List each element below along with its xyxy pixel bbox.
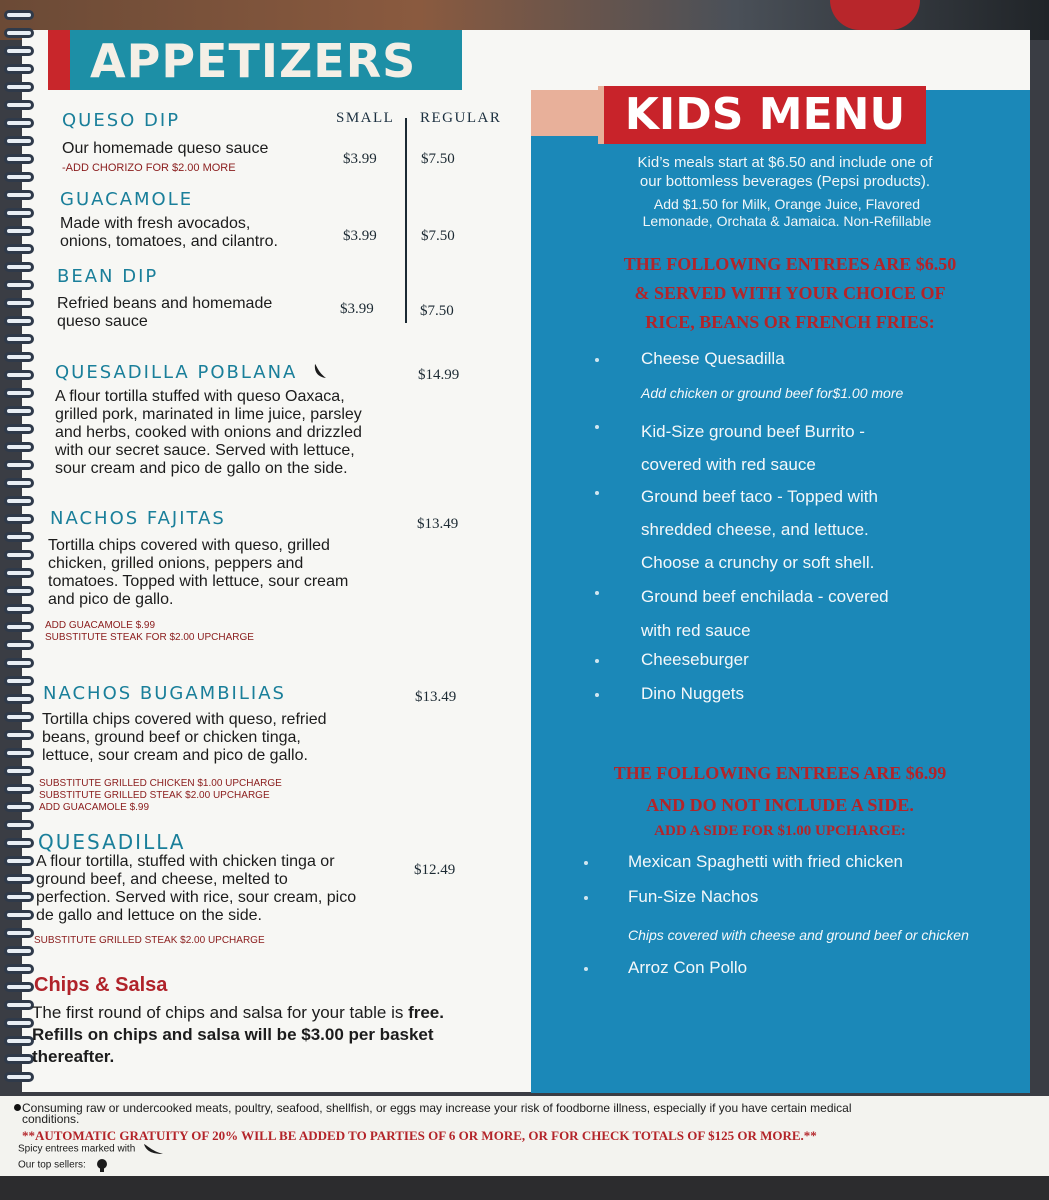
table-surface [0,1176,1049,1200]
spiral-coil [4,856,34,866]
spiral-coil [4,442,34,452]
spiral-coil [4,910,34,920]
chili-pepper-icon [142,1143,164,1155]
spiral-coil [4,100,34,110]
spiral-coil [4,406,34,416]
spiral-coil [4,82,34,92]
bullet [595,659,599,663]
spiral-coil [4,460,34,470]
spiral-coil [4,244,34,254]
spicy-legend [18,1143,164,1155]
spiral-coil [4,496,34,506]
item-title: NACHOS FAJITAS [50,508,226,529]
spiral-coil [4,874,34,884]
item-description: A flour tortilla, stuffed with chicken tinga or ground beef, and cheese, melted to perfection. Served with rice, sour cream, pico de gallo and lettuce on the side. [36,853,357,924]
item-note: SUBSTITUTE GRILLED STEAK $2.00 UPCHARGE [34,935,265,946]
item-description: Made with fresh avocados, onions, tomatoes, and cilantro. [60,215,278,250]
spiral-coil [4,604,34,614]
kids-item-note: Chips covered with cheese and ground beef or chicken [628,927,969,943]
spiral-coil [4,964,34,974]
foodborne-warning [22,1103,902,1125]
item-price: $12.49 [414,862,456,878]
kids-item: Kid-Size ground beef Burrito - covered with red sauce [641,422,865,474]
price-small: $3.99 [343,151,377,167]
kids-item: Arroz Con Pollo [628,958,748,977]
chili-pepper-icon [312,362,328,380]
top-sellers-text: Our top sellers: [18,1159,86,1171]
spiral-coil [4,1072,34,1082]
spiral-coil [4,766,34,776]
spiral-coil [4,784,34,794]
spiral-coil [4,46,34,56]
item-title: QUESO DIP [62,110,181,131]
spiral-coil [4,928,34,938]
spiral-coil [4,676,34,686]
top-seller-icon [95,1158,109,1172]
spiral-coil [4,1018,34,1028]
kids-intro: Kid’s meals start at $6.50 and include one of our bottomless beverages (Pepsi products). [637,154,933,190]
item-price: $13.49 [415,689,457,705]
kids-item: Cheeseburger [641,650,749,669]
kids-item: Mexican Spaghetti with fried chicken [628,852,903,871]
price-small: $3.99 [340,301,374,317]
item-description: Our homemade queso sauce [62,140,269,157]
spiral-coil [4,532,34,542]
item-description: A flour tortilla stuffed with queso Oaxaca, grilled pork, marinated in lime juice, parsley and herbs, cooked with onions and drizzled with our secret sauce. Served with lettuce, sour cream and pico de gallo on the side. [55,388,362,477]
spiral-coil [4,802,34,812]
item-description: Tortilla chips covered with queso, refried beans, ground beef or chicken tinga, lettuce, sour cream and pico de gallo. [42,711,327,764]
spiral-coil [4,352,34,362]
bullet [584,896,588,900]
spiral-coil [4,892,34,902]
kids-menu-title: KIDS MENU [598,86,926,144]
spiral-binding [0,10,38,1100]
item-note: SUBSTITUTE GRILLED CHICKEN $1.00 UPCHARGE SUBSTITUTE GRILLED STEAK $2.00 UPCHARGE ADD GUACAMOLE $.99 [39,778,282,813]
kids-item: Dino Nuggets [641,684,745,703]
price-small: $3.99 [343,228,377,244]
kids-group2-heading: THE FOLLOWING ENTREES ARE $6.99 AND DO NOT INCLUDE A SIDE. [613,763,947,815]
warning-text: Consuming raw or undercooked meats, poultry, seafood, shellfish, or eggs may increase your risk of foodborne illness, especially if you have certain medical conditions. [22,1101,852,1126]
spiral-coil [4,838,34,848]
spiral-coil [4,946,34,956]
appetizers-header [70,30,462,90]
item-description: Tortilla chips covered with queso, grilled chicken, grilled onions, peppers and tomatoes. Topped with lettuce, sour cream and pico de gallo. [48,537,349,608]
column-regular-header: REGULAR [420,110,502,126]
kids-item: Cheese Quesadilla [641,349,785,368]
item-note: ADD GUACAMOLE $.99 SUBSTITUTE STEAK FOR $2.00 UPCHARGE [45,620,254,643]
bullet-icon [14,1104,21,1111]
spiral-coil [4,226,34,236]
bullet [595,358,599,362]
spiral-coil [4,478,34,488]
bullet [595,425,599,429]
spiral-coil [4,550,34,560]
kids-group1-heading: THE FOLLOWING ENTREES ARE $6.50 & SERVED WITH YOUR CHOICE OF RICE, BEANS OR FRENCH FRIES: [623,254,957,332]
spiral-coil [4,190,34,200]
spiral-coil [4,1054,34,1064]
spiral-coil [4,1036,34,1046]
background-decoration [830,0,920,30]
header-accent [48,30,70,90]
spiral-coil [4,1000,34,1010]
kids-item: Ground beef taco - Topped with shredded cheese, and lettuce. Choose a crunchy or soft shell. [641,487,878,572]
bullet [595,693,599,697]
spiral-coil [4,640,34,650]
item-price: $13.49 [417,516,459,532]
top-sellers-legend [18,1158,109,1172]
spiral-coil [4,298,34,308]
bullet [584,967,588,971]
spiral-coil [4,10,34,20]
spiral-coil [4,154,34,164]
column-small-header: SMALL [336,110,395,126]
spiral-coil [4,622,34,632]
spiral-coil [4,658,34,668]
spiral-coil [4,568,34,578]
spiral-coil [4,388,34,398]
spiral-coil [4,208,34,218]
spicy-legend-text: Spicy entrees marked with [18,1143,136,1155]
price-regular: $7.50 [421,228,455,244]
chips-text-1: The first round of chips and salsa for your table is [32,1003,409,1022]
spiral-coil [4,316,34,326]
spiral-coil [4,280,34,290]
chips-text-2: Refills on chips and salsa will be $3.00 per basket thereafter. [32,1025,434,1066]
spiral-coil [4,64,34,74]
item-note: -ADD CHORIZO FOR $2.00 MORE [62,162,236,174]
appetizers-title: APPETIZERS [90,34,417,88]
spiral-coil [4,982,34,992]
spiral-coil [4,748,34,758]
spiral-coil [4,136,34,146]
spiral-coil [4,172,34,182]
spiral-coil [4,820,34,830]
spiral-coil [4,712,34,722]
spiral-coil [4,118,34,128]
kids-item: Ground beef enchilada - covered with red sauce [641,587,889,640]
item-price: $14.99 [418,367,460,383]
spiral-coil [4,424,34,434]
spiral-coil [4,514,34,524]
kids-item: Fun-Size Nachos [628,887,759,906]
spiral-coil [4,370,34,380]
spiral-coil [4,262,34,272]
item-title: GUACAMOLE [60,189,194,210]
spiral-coil [4,694,34,704]
chips-salsa-title: Chips & Salsa [34,974,168,996]
spiral-coil [4,28,34,38]
item-description: Refried beans and homemade queso sauce [57,295,273,330]
kids-beverage-note: Add $1.50 for Milk, Orange Juice, Flavored Lemonade, Orchata & Jamaica. Non-Refillable [642,196,932,229]
price-regular: $7.50 [421,151,455,167]
price-divider [405,118,407,323]
kids-group2-subheading: ADD A SIDE FOR $1.00 UPCHARGE: [654,823,906,839]
item-title: NACHOS BUGAMBILIAS [43,683,286,704]
spiral-coil [4,334,34,344]
kids-item-note: Add chicken or ground beef for$1.00 more [641,385,904,401]
item-title: QUESADILLA [38,830,186,854]
bullet [584,861,588,865]
bullet [595,591,599,595]
price-regular: $7.50 [420,303,454,319]
bullet [595,491,599,495]
item-title: QUESADILLA POBLANA [55,362,298,383]
gratuity-notice: **AUTOMATIC GRATUITY OF 20% WILL BE ADDED TO PARTIES OF 6 OR MORE, OR FOR CHECK TOTALS OF $125 OR MORE.** [22,1128,817,1143]
chips-text-free: free. [408,1003,444,1022]
item-title: BEAN DIP [57,266,159,287]
spiral-coil [4,586,34,596]
spiral-coil [4,730,34,740]
chips-salsa-text [32,1002,502,1068]
